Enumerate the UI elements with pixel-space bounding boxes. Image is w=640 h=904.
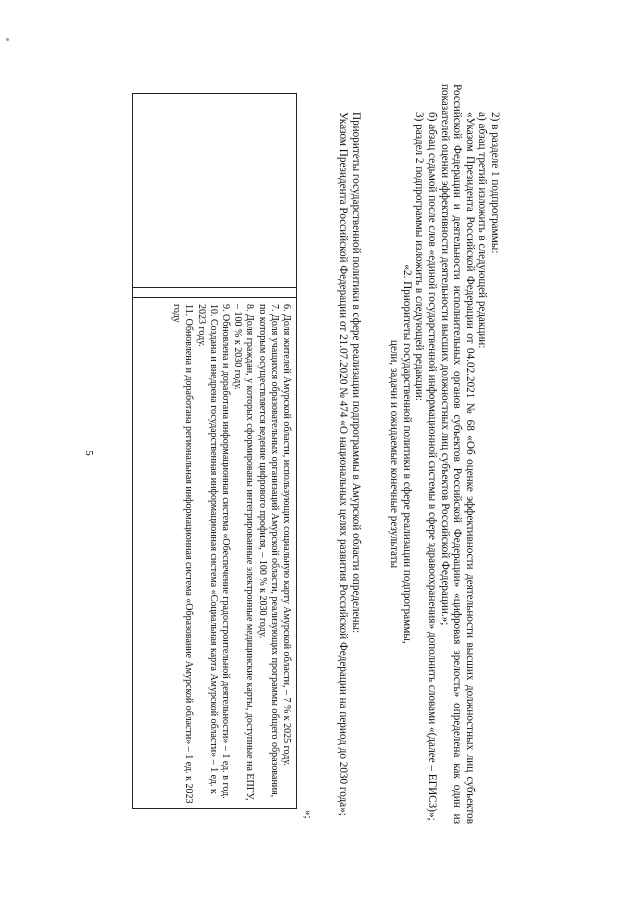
document-body	[336, 84, 501, 824]
table-row: 11. Обновлена и доработана региональная информационная система «Образование Амурской области» – 1 ед. к 2023 году	[171, 304, 195, 804]
paragraph-quote: «Указом Президента Российской Федерации от 04.02.2021 № 68 «Об оценке эффективности деятельности высших должностных лиц субъектов Российской Федерации и деятельности исполнительных органов субъектов Российской Федерации» «цифровая зрелость» определена как один из показателей оценки эффективности деятельности высших должностных лиц субъектов Российской Федерации.»;	[438, 84, 476, 824]
table-column-divider	[133, 297, 296, 298]
page-number: 5	[83, 450, 95, 456]
indicators-table	[132, 93, 297, 809]
paragraph-item-2: 2) в разделе 1 подпрограммы:	[489, 112, 501, 254]
table-closing-mark: »;	[302, 810, 314, 819]
table-row: 8. Доля граждан, у которых сформированы интегрированные электронные медицинские карты, доступные на ЕПГУ, – 100 % к 2030 году.	[232, 304, 256, 801]
paragraph-priorities: Приоритеты государственной политики в сфере реализации подпрограммы в Амурской области определены:	[349, 112, 362, 634]
section-subtitle: цели, задачи и ожидаемые конечные результаты	[388, 339, 401, 569]
table-row: 10. Создана и внедрена государственная информационная система «Социальная карта Амурской области» – 1 ед. к 2023 году.	[195, 304, 219, 794]
section-title: «2. Приоритеты государственной политики в сфере реализации подпрограммы,	[400, 264, 413, 644]
table-column-divider	[133, 287, 296, 288]
paragraph-item-a: а) абзац третий изложить в следующей редакции:	[476, 112, 489, 349]
table-row: 7. Доля учащихся образовательных организаций Амурской области, реализующих программы общего образования, по которым осуществляется ведение цифрового профиля, – 100 % к 2030 году.	[256, 304, 280, 798]
table-cell-indicators	[170, 304, 292, 804]
table-row: 9. Обновлена и доработана информационная система «Обеспечение градостроительной деятельности» – 1 ед. в год.	[219, 304, 231, 799]
paragraph-item-3: 3) раздел 2 подпрограммы изложить в следующей редакции:	[413, 112, 426, 401]
paragraph-decree-474: Указом Президента Российской Федерации от 21.07.2020 № 474 «О национальных целях развития Российской Федерации на период до 2030 года»;	[337, 112, 350, 816]
table-row: 6. Доля жителей Амурской области, использующих социальную карту Амурской области, – 7 % к 2025 году.	[281, 304, 292, 766]
paragraph-item-b: б) абзац седьмой после слов «единой государственной информационной системы в сфере здравоохранения» дополнить словами «(далее – ЕГИСЗ)»;	[426, 112, 439, 821]
